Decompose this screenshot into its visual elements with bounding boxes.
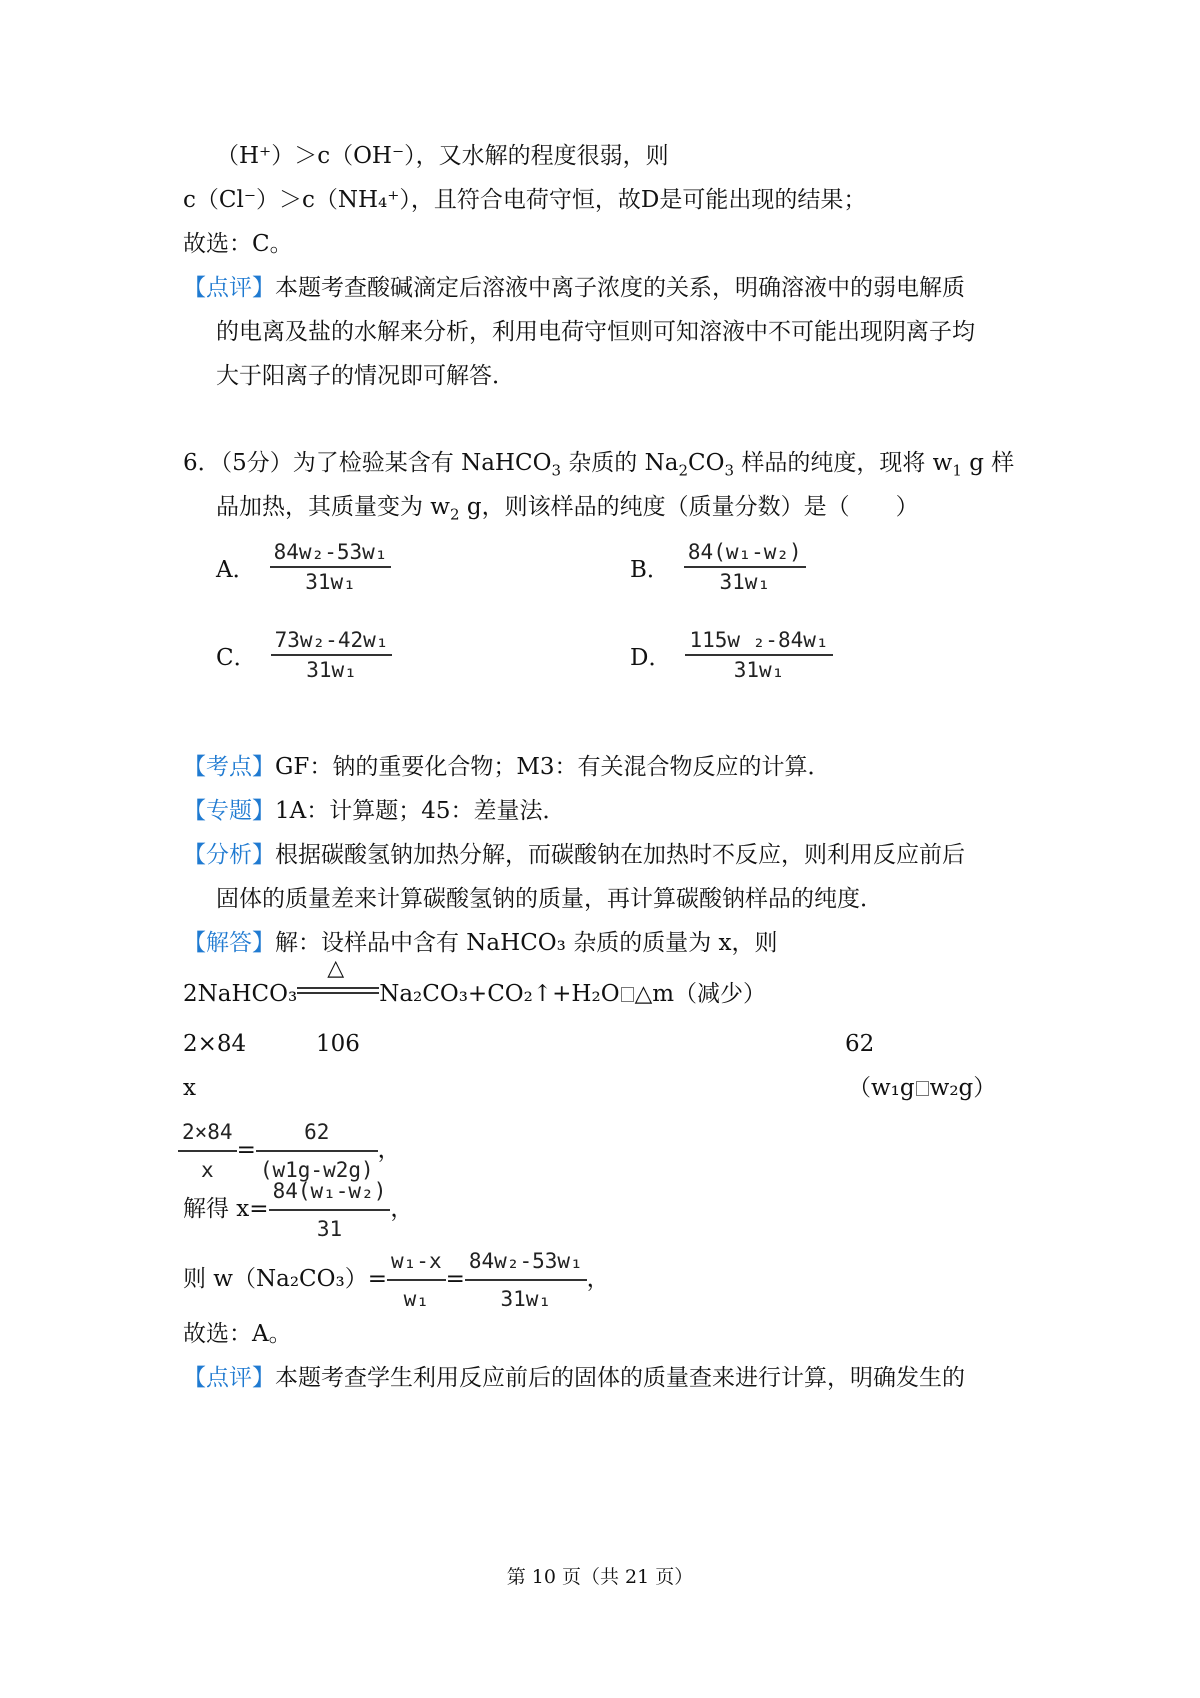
option-fraction xyxy=(684,540,806,594)
reaction-equation xyxy=(183,956,767,1010)
question-text: g 样 xyxy=(961,450,1015,476)
text-line: 故选：C。 xyxy=(183,231,293,257)
fraction-numerator: 84(w₁-w₂) xyxy=(684,540,806,568)
fraction-numerator: 84(w₁-w₂) xyxy=(269,1175,391,1211)
ratio-value: 2×84 xyxy=(183,1031,247,1057)
jieda-line xyxy=(183,927,777,959)
question-text: 样品的纯度，现将 w xyxy=(734,450,953,476)
fraction-numerator: 62 xyxy=(256,1116,378,1152)
question-text: 杂质的 Na xyxy=(561,450,679,476)
calc-text: 则 w（Na₂CO₃）= xyxy=(183,1266,388,1292)
fenxi-line xyxy=(183,839,965,871)
ratio-row xyxy=(183,1028,246,1060)
question-text: g，则该样品的纯度（质量分数）是（ ） xyxy=(459,494,919,520)
option-fraction xyxy=(685,628,832,682)
fraction-denominator: 31 xyxy=(316,1217,343,1241)
zhuanti-line xyxy=(183,795,566,827)
question-line-2 xyxy=(216,491,919,523)
option-d[interactable] xyxy=(630,628,833,682)
subscript: 2 xyxy=(678,461,689,480)
review-line xyxy=(183,272,965,304)
calc-text: 解得 x= xyxy=(183,1196,269,1222)
zhuanti-text: 1A：计算题；45：差量法． xyxy=(275,798,566,824)
option-c[interactable] xyxy=(216,628,392,682)
ratio-value: x xyxy=(183,1075,196,1101)
punctuation: ， xyxy=(377,1137,401,1163)
heat-arrow xyxy=(297,956,379,1003)
ratio-value: （w₁g xyxy=(848,1075,915,1101)
punctuation: ， xyxy=(390,1196,414,1222)
fenxi-text: 根据碳酸氢钠加热分解，而碳酸钠在加热时不反应，则利用反应前后 xyxy=(275,842,965,868)
review-text: 本题考查学生利用反应前后的固体的质量查来进行计算，明确发生的 xyxy=(275,1365,965,1391)
option-label: D． xyxy=(630,644,672,671)
ratio-value: 62 xyxy=(845,1031,875,1057)
heat-icon: △ xyxy=(327,956,345,981)
fraction-denominator: x xyxy=(200,1158,214,1182)
subscript: 1 xyxy=(952,461,962,480)
text-line: 大于阳离子的情况即可解答． xyxy=(216,363,515,389)
calc-line-3 xyxy=(183,1245,610,1315)
fraction-numerator: w₁-x xyxy=(387,1245,446,1281)
fraction-numerator: 115w ₂-84w₁ xyxy=(685,628,832,656)
fraction-denominator: w₁ xyxy=(403,1287,429,1311)
review-tag: 【点评】 xyxy=(183,1365,275,1391)
fraction-numerator: 2×84 xyxy=(178,1116,237,1152)
equals-bar xyxy=(297,987,379,994)
option-label: A． xyxy=(216,556,256,583)
option-b[interactable] xyxy=(630,540,806,594)
fraction-denominator: 31w₁ xyxy=(305,570,356,594)
review-text: 本题考查酸碱滴定后溶液中离子浓度的关系，明确溶液中的弱电解质 xyxy=(275,275,965,301)
fraction-denominator: (w1g-w2g) xyxy=(259,1158,374,1182)
review-tag: 【点评】 xyxy=(183,275,275,301)
question-text: 为了检验某含有 NaHCO xyxy=(292,450,552,476)
text-line: 的电离及盐的水解来分析，利用电荷守恒则可知溶液中不可能出现阴离子均 xyxy=(216,319,975,345)
ratio-value: w₂g） xyxy=(929,1075,997,1101)
subscript: 3 xyxy=(551,461,561,480)
fraction-denominator: 31w₁ xyxy=(719,570,771,594)
question-number: 6． xyxy=(183,450,221,476)
option-fraction xyxy=(271,628,393,682)
calc-line-2 xyxy=(183,1175,413,1245)
fraction-denominator: 31w₁ xyxy=(306,658,357,682)
fenxi-tag: 【分析】 xyxy=(183,842,275,868)
fraction xyxy=(387,1245,446,1315)
fraction-denominator: 31w₁ xyxy=(733,658,785,682)
option-a[interactable] xyxy=(216,540,391,594)
text-line: c（Cl⁻）＞c（NH₄⁺），且符合电荷守恒，故D是可能出现的结果； xyxy=(183,187,867,213)
fraction xyxy=(269,1175,391,1245)
fraction-numerator: 84w₂-53w₁ xyxy=(465,1245,587,1281)
text-line: （H⁺）＞c（OH⁻），又水解的程度很弱，则 xyxy=(216,143,669,169)
fraction-denominator: 31w₁ xyxy=(500,1287,552,1311)
page-footer: 第 10 页（共 21 页） xyxy=(506,1566,694,1588)
review-line xyxy=(183,1362,965,1394)
jieda-text: 解：设样品中含有 NaHCO₃ 杂质的质量为 x，则 xyxy=(275,930,778,956)
operator: = xyxy=(236,1137,256,1163)
punctuation: ， xyxy=(586,1266,610,1292)
fraction-numerator: 73w₂-42w₁ xyxy=(271,628,393,656)
mass-change: △m（减少） xyxy=(634,981,767,1007)
text-line: 固体的质量差来计算碳酸氢钠的质量，再计算碳酸钠样品的纯度． xyxy=(216,886,883,912)
subscript: 3 xyxy=(724,461,735,480)
question-points: （5分） xyxy=(220,450,293,476)
kaodian-text: GF：钠的重要化合物；M3：有关混合物反应的计算． xyxy=(275,754,831,780)
option-label: C． xyxy=(216,644,257,671)
reactant: 2NaHCO₃ xyxy=(183,981,298,1007)
zhuanti-tag: 【专题】 xyxy=(183,798,275,824)
missing-glyph-icon xyxy=(916,1081,929,1096)
products: Na₂CO₃+CO₂↑+H₂O xyxy=(379,981,620,1007)
option-fraction xyxy=(270,540,392,594)
question-text: 品加热，其质量变为 w xyxy=(216,494,450,520)
fraction xyxy=(465,1245,587,1315)
jieda-tag: 【解答】 xyxy=(183,930,275,956)
conclusion-text: 故选：A。 xyxy=(183,1321,292,1347)
subscript: 2 xyxy=(450,505,460,524)
missing-glyph-icon xyxy=(621,987,634,1002)
question-line-1 xyxy=(183,447,1014,479)
question-text: CO xyxy=(688,450,725,476)
operator: = xyxy=(445,1266,465,1292)
kaodian-line xyxy=(183,751,831,783)
fraction-numerator: 84w₂-53w₁ xyxy=(270,540,392,568)
ratio-row xyxy=(848,1072,996,1104)
option-label: B． xyxy=(630,556,670,583)
kaodian-tag: 【考点】 xyxy=(183,754,275,780)
ratio-value: 106 xyxy=(316,1031,360,1057)
